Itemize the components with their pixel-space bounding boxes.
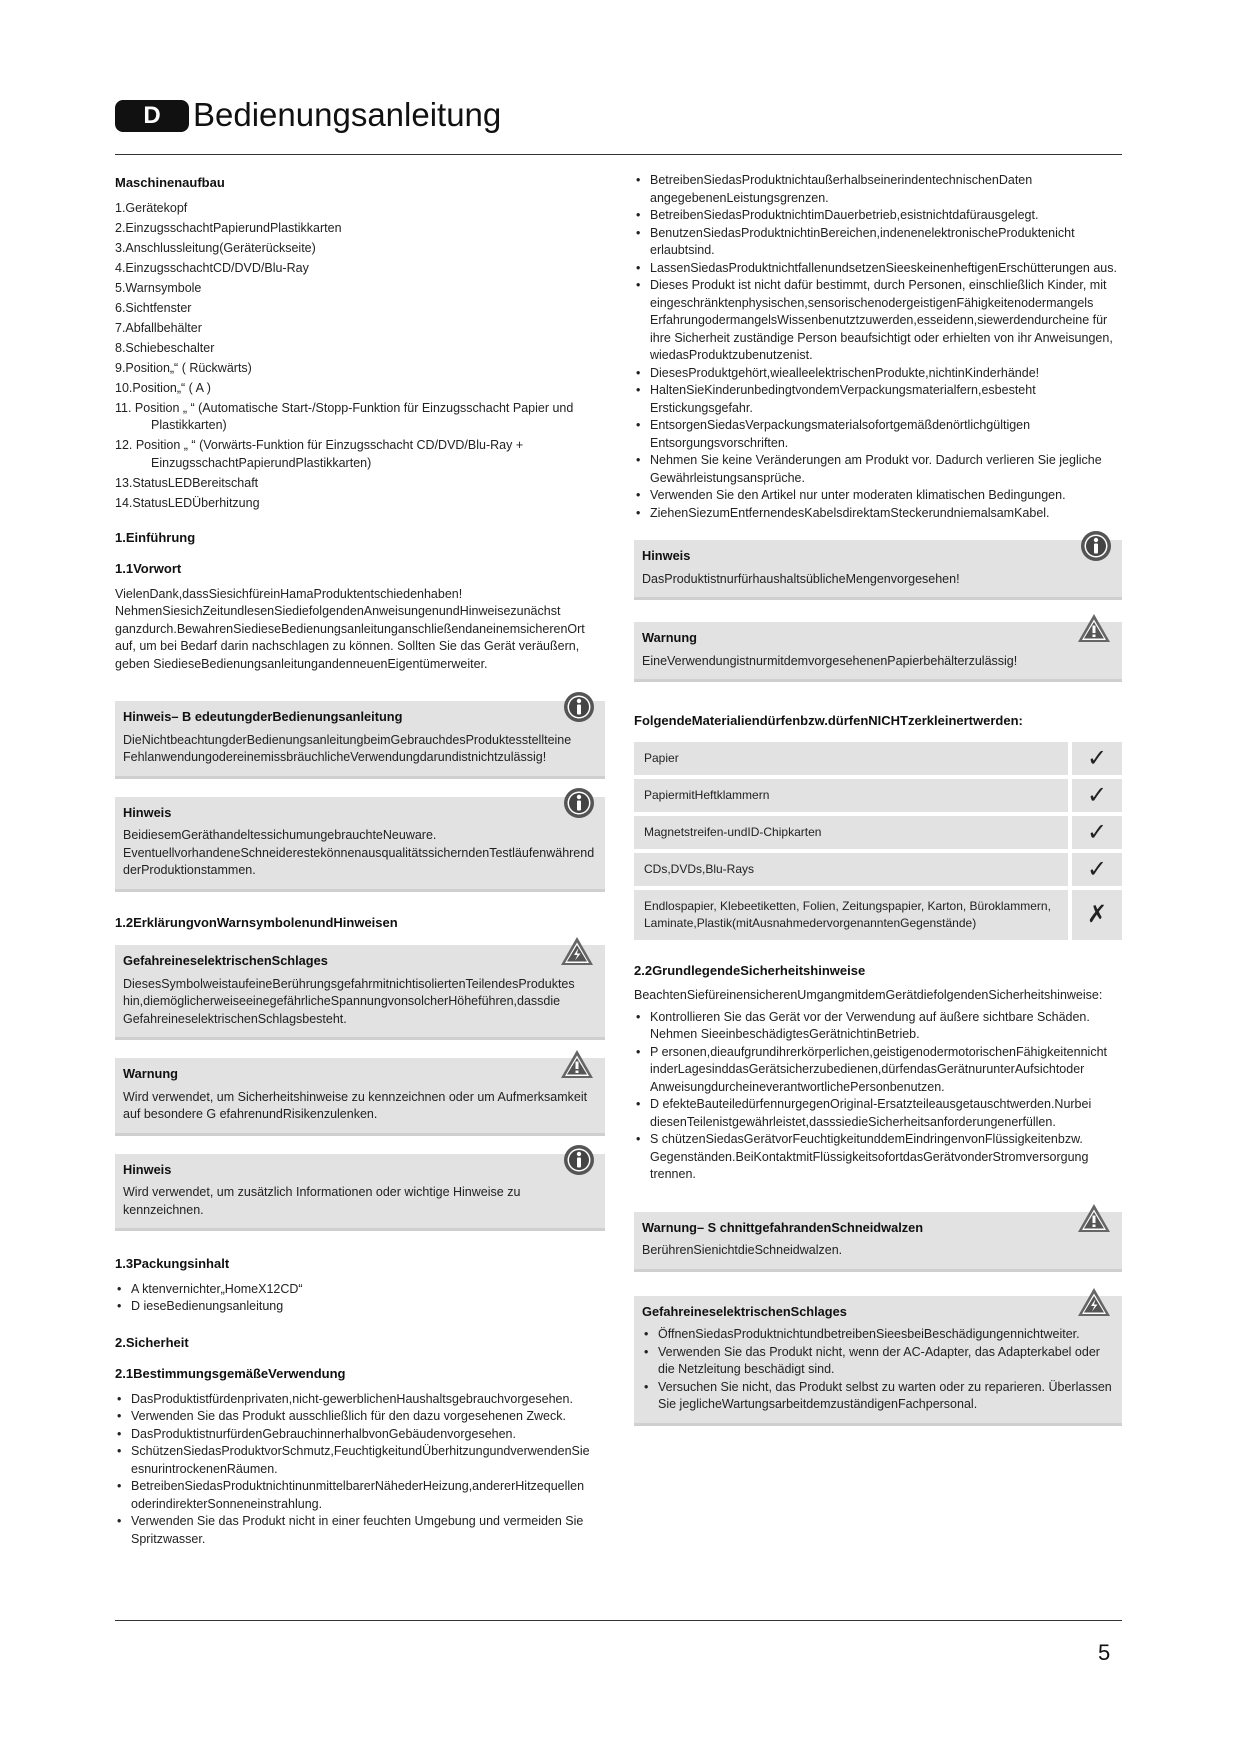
box-list [642, 1326, 1114, 1414]
box-title: Hinweis [123, 804, 172, 820]
part-item: 7.Abfallbehälter [115, 320, 202, 335]
check-mark: ✓ [1068, 816, 1122, 849]
list-item: • BenutzenSiedasProduktnichtinBereichen,indenenelektronischeProduktenicht erlaubtsind. [634, 225, 1122, 260]
left-column [115, 174, 605, 1548]
bestimmung-list [115, 1391, 605, 1549]
part-item: 8.Schiebeschalter [115, 340, 215, 355]
shock-box [115, 945, 605, 1040]
list-item: • ZiehenSiezumEntfernendesKabelsdirektamSteckerundniemalsamKabel. [634, 505, 1122, 523]
materials-table [634, 738, 1122, 944]
section-packungsinhalt: 1.3Packungsinhalt [115, 1256, 230, 1271]
part-item: 12. Position „ “ (Vorwärts-Funktion für Einzugsschacht CD/DVD/Blu-Ray + EinzugsschachtPapierundPlastikkarten) [115, 438, 524, 470]
box-text: EineVerwendungistnurmitdemvorgesehenenPapierbehälterzulässig! [642, 653, 1018, 668]
section-warnsymbole: 1.2ErklärungvonWarnsymbolenundHinweisen [115, 914, 398, 930]
table-row [634, 779, 1122, 812]
box-title: GefahreineselektrischenSchlages [642, 1303, 847, 1319]
hint-box [115, 1154, 605, 1232]
list-item: • Dieses Produkt ist nicht dafür bestimmt, durch Personen, einschließlich Kinder, mit eingeschränktenphysischen,sensorischenodergeistigenFähigkeitenodermangels ErfahrungodermangelsWissenbenutztzuwerden,esseidenn,siewerdendurcheine für ihre Sicherheit zuständige Person beaufsichtigt oder erhielten von ihr Anweisungen, wiedasProduktzubenutzenist. [634, 277, 1122, 365]
warning-box [115, 1058, 605, 1136]
part-item: 10.Position„“ ( A ) [115, 380, 211, 395]
warning-box-schneidwalzen [634, 1212, 1122, 1272]
list-item: • DasProduktistfürdenprivaten,nicht-gewerblichenHaushaltsgebrauchvorgesehen. [115, 1391, 605, 1409]
grund-intro: BeachtenSiefüreinensicherenUmgangmitdemGerätdiefolgendenSicherheitshinweise: [634, 988, 1103, 1002]
table-row [634, 816, 1122, 849]
section-maschinenaufbau: Maschinenaufbau [115, 175, 225, 190]
table-row [634, 742, 1122, 775]
list-item: • D efekteBauteiledürfennurgegenOriginal-Ersatzteileausgetauschtwerden.Nurbei diesenTeilenistgewährleistet,dasssiedieSicherheitsanforderungenerfüllen. [634, 1096, 1122, 1131]
warning-box-papierbehaelter [634, 622, 1122, 682]
part-item: 5.Warnsymbole [115, 280, 202, 295]
section-grundlegende: 2.2GrundlegendeSicherheitshinweise [634, 962, 866, 978]
part-item: 11. Position „ “ (Automatische Start-/Stopp-Funktion für Einzugsschacht Papier und Plastikkarten) [115, 400, 574, 432]
language-badge: D [115, 100, 189, 132]
list-item: • DasProduktistnurfürdenGebrauchinnerhalbvonGebäudenvorgesehen. [115, 1426, 605, 1444]
list-item: • EntsorgenSiedasVerpackungsmaterialsofortgemäßdenörtlichgültigen Entsorgungsvorschriften. [634, 417, 1122, 452]
right-column [634, 172, 1122, 1426]
list-item: • Kontrollieren Sie das Gerät vor der Verwendung auf äußere sichtbare Schäden. Nehmen SieeinbeschädigtesGerätnichtinBetrieb. [634, 1009, 1122, 1044]
list-item: • Versuchen Sie nicht, das Produkt selbst zu warten oder zu reparieren. Überlassen Sie jeglicheWartungsarbeitdemzuständigenFachpersonal. [642, 1379, 1114, 1414]
header-rule [115, 154, 1122, 155]
material-name: PapiermitHeftklammern [634, 779, 1068, 812]
list-item: • SchützenSiedasProduktvorSchmutz,FeuchtigkeitundÜberhitzungundverwendenSie esnurintrockenenRäumen. [115, 1443, 605, 1478]
info-icon [563, 787, 595, 819]
list-item: • BetreibenSiedasProduktnichtaußerhalbseinerindentechnischenDaten angegebenenLeistungsgrenzen. [634, 172, 1122, 207]
part-item: 14.StatusLEDÜberhitzung [115, 495, 260, 510]
check-mark: ✓ [1068, 779, 1122, 812]
section-sicherheit: 2.Sicherheit [115, 1334, 189, 1350]
list-item: • Verwenden Sie das Produkt nicht in einer feuchten Umgebung und vermeiden Sie Spritzwasser. [115, 1513, 605, 1548]
list-item: • P ersonen,dieaufgrundihrerkörperlichen,geistigenodermotorischenFähigkeitennicht inderLagesinddasGerätsicherzubedienen,dürfendasGerätnurunterAufsichtoder AnweisungdurcheineverantwortlichePersonbenutzen. [634, 1044, 1122, 1097]
list-item: • S chützenSiedasGerätvorFeuchtigkeitunddemEindringenvonFlüssigkeitenbzw. Gegenständen.BeiKontaktmitFlüssigkeitsofortdasGerätvonderStromversorgung trennen. [634, 1131, 1122, 1184]
cross-mark: ✗ [1068, 890, 1122, 940]
list-item: • A ktenvernichter„HomeX12CD“ [115, 1281, 605, 1299]
box-title: Warnung [642, 630, 697, 645]
list-item: • Nehmen Sie keine Veränderungen am Produkt vor. Dadurch verlieren Sie jegliche Gewährleistungsansprüche. [634, 452, 1122, 487]
parts-list [115, 200, 605, 513]
section-einfuehrung: 1.Einführung [115, 529, 196, 545]
check-mark: ✓ [1068, 742, 1122, 775]
list-item: • BetreibenSiedasProduktnichtinunmittelbarerNähederHeizung,andererHitzequellen oderindirekterSonneneinstrahlung. [115, 1478, 605, 1513]
list-item: • Verwenden Sie das Produkt nicht, wenn der AC-Adapter, das Adapterkabel oder die Netzleitung beschädigt sind. [642, 1344, 1114, 1379]
part-item: 13.StatusLEDBereitschaft [115, 475, 259, 490]
box-text: BerührenSienichtdieSchneidwalzen. [642, 1243, 843, 1257]
info-icon [563, 1144, 595, 1176]
box-title: Hinweis [642, 548, 691, 563]
section-vorwort: 1.1Vorwort [115, 561, 182, 576]
material-name: Endlospapier, Klebeetiketten, Folien, Zeitungspapier, Karton, Büroklammern, Laminate,Plastik(mitAusnahmedervorgenanntenGegenstände) [634, 890, 1068, 940]
packung-list [115, 1281, 605, 1316]
electric-shock-icon [559, 935, 595, 967]
materials-title: FolgendeMaterialiendürfenbzw.dürfenNICHTzerkleinertwerden: [634, 713, 1023, 728]
part-item: 4.EinzugsschachtCD/DVD/Blu-Ray [115, 260, 309, 275]
list-item: • Verwenden Sie den Artikel nur unter moderaten klimatischen Bedingungen. [634, 487, 1122, 505]
table-row [634, 853, 1122, 886]
electric-shock-icon [1076, 1286, 1112, 1318]
box-text: Wird verwendet, um Sicherheitshinweise zu kennzeichnen oder um Aufmerksamkeit auf besondere G efahrenundRisikenzulenken. [123, 1089, 588, 1121]
info-icon [563, 691, 595, 723]
box-text: DieNichtbeachtungderBedienungsanleitungbeimGebrauchdesProduktesstellteine FehlanwendungodereinemissbräuchlicheVerwendungdarundistnichtzulässig! [123, 732, 572, 764]
page-number: 5 [1098, 1640, 1111, 1665]
box-text: BeidiesemGeräthandeltessichumungebrauchteNeuware. EventuellvorhandeneSchneiderestekönnenausqualitätssicherndenTestläufenwährend derProduktionstammen. [123, 828, 595, 877]
table-row [634, 890, 1122, 940]
warning-icon [1076, 1202, 1112, 1234]
list-item: • BetreibenSiedasProduktnichtimDauerbetrieb,esistnichtdafürausgelegt. [634, 207, 1122, 225]
part-item: 2.EinzugsschachtPapierundPlastikkarten [115, 220, 342, 235]
box-title: Warnung [123, 1066, 178, 1081]
list-item: • Verwenden Sie das Produkt ausschließlich für den dazu vorgesehenen Zweck. [115, 1408, 605, 1426]
box-text: DiesesSymbolweistaufeineBerührungsgefahrmitnichtisoliertenTeilendesProduktes hin,diemöglicherweiseeinegefährlicheSpannungvonsolcherHöheführen,dassdie GefahreineselektrischenSchlagsbesteht. [123, 976, 575, 1026]
material-name: Magnetstreifen-undID-Chipkarten [634, 816, 1068, 849]
list-item: • DiesesProduktgehört,wiealleelektrischenProdukte,nichtinKinderhände! [634, 365, 1122, 383]
shock-box-produkt [634, 1296, 1122, 1426]
warning-icon [559, 1048, 595, 1080]
section-bestimmung: 2.1BestimmungsgemäßeVerwendung [115, 1366, 346, 1381]
grund-list [634, 1009, 1122, 1184]
box-title: Warnung– S chnittgefahrandenSchneidwalzen [642, 1219, 924, 1235]
list-item: • HaltenSieKinderunbedingtvondemVerpackungsmaterialfern,esbesteht Erstickungsgefahr. [634, 382, 1122, 417]
safety-list [634, 172, 1122, 522]
hint-box-mengen [634, 540, 1122, 600]
notice-box-neuware [115, 797, 605, 892]
vorwort-text: VielenDank,dassSiesichfüreinHamaProduktentschiedenhaben! NehmenSiesichZeitundlesenSiediefolgendenAnweisungenundHinweisezunächst ganzdurch.BewahrenSiedieseBedienungsanleitunganschließendaneinemsicherenOrt auf, um bei Bedarf darin nachschlagen zu können. Sollten Sie das Gerät veräußern, geben SiedieseBedienungsanleitungandenneuenEigentümerweiter. [115, 586, 585, 671]
part-item: 9.Position„“ ( Rückwärts) [115, 360, 252, 375]
page-header [115, 96, 1122, 156]
page-title: Bedienungsanleitung [193, 96, 502, 133]
box-text: DasProduktistnurfürhaushaltsüblicheMengenvorgesehen! [642, 571, 960, 586]
box-title: GefahreineselektrischenSchlages [123, 953, 328, 968]
check-mark: ✓ [1068, 853, 1122, 886]
notice-box-bedeutung [115, 701, 605, 779]
material-name: CDs,DVDs,Blu-Rays [634, 853, 1068, 886]
footer-rule [115, 1620, 1122, 1621]
list-item: • LassenSiedasProduktnichtfallenundsetzenSieeskeinenheftigenErschütterungen aus. [634, 260, 1122, 278]
part-item: 6.Sichtfenster [115, 300, 192, 315]
box-text: Wird verwendet, um zusätzlich Informationen oder wichtige Hinweise zu kennzeichnen. [123, 1185, 521, 1217]
part-item: 3.Anschlussleitung(Geräterückseite) [115, 240, 316, 255]
list-item: • D ieseBedienungsanleitung [115, 1298, 605, 1316]
info-icon [1080, 530, 1112, 562]
material-name: Papier [634, 742, 1068, 775]
warning-icon [1076, 612, 1112, 644]
box-title: Hinweis– B edeutungderBedienungsanleitung [123, 709, 403, 724]
list-item: • ÖffnenSiedasProduktnichtundbetreibenSieesbeiBeschädigungennichtweiter. [642, 1326, 1114, 1344]
part-item: 1.Gerätekopf [115, 200, 188, 215]
box-title: Hinweis [123, 1161, 172, 1177]
